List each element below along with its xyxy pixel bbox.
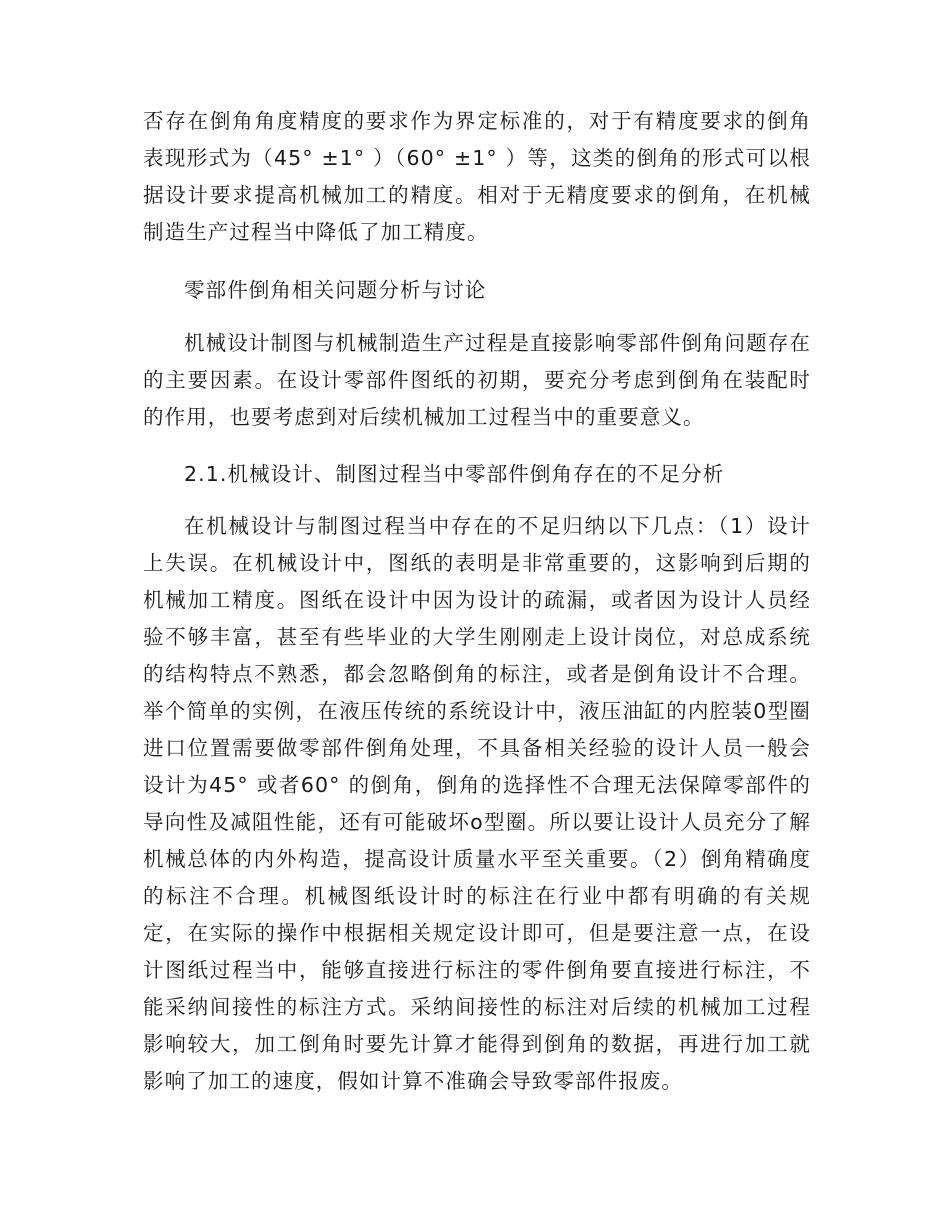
paragraph-design-deficiencies: 在机械设计与制图过程当中存在的不足归纳以下几点：（1）设计上失误。在机械设计中，图纸的表明是非常重要的，这影响到后期的机械加工精度。图纸在设计中因为设计的疏漏，或者因为设计人员经验不够丰富，甚至有些毕业的大学生刚刚走上设计岗位，对总成系统的结构特点不熟悉，都会忽略倒角的标注，或者是倒角设计不合理。举个简单的实例，在液压传统的系统设计中，液压油缸的内腔装0型圈进口位置需要做零部件倒角处理，不具备相关经验的设计人员一般会设计为45° 或者60° 的倒角，倒角的选择性不合理无法保障零部件的导向性及减阻性能，还有可能破坏o型圈。所以要让设计人员充分了解机械总体的内外构造，提高设计质量水平至关重要。（2）倒角精确度的标注不合理。机械图纸设计时的标注在行业中都有明确的有关规定，在实际的操作中根据相关规定设计即可，但是要注意一点，在设计图纸过程当中，能够直接进行标注的零件倒角要直接进行标注，不能采纳间接性的标注方式。采纳间接性的标注对后续的机械加工过程影响较大，加工倒角时要先计算才能得到倒角的数据，再进行加工就影响了加工的速度，假如计算不准确会导致零部件报废。 [143,514,811,1093]
section-heading: 零部件倒角相关问题分析与讨论 [184,278,487,302]
paragraph-chamfer-precision: 否存在倒角角度精度的要求作为界定标准的，对于有精度要求的倒角表现形式为（45° ±1° ）（60° ±1° ）等，这类的倒角的形式可以根据设计要求提高机械加工的精度。相对于无精度要求的倒角，在机械制造生产过程当中降低了加工精度。 [143,109,811,244]
paragraph-design-factors: 机械设计制图与机械制造生产过程是直接影响零部件倒角问题存在的主要因素。在设计零部件图纸的初期，要充分考虑到倒角在装配时的作用，也要考虑到对后续机械加工过程当中的重要意义。 [143,331,811,429]
subsection-heading: 2.1.机械设计、制图过程当中零部件倒角存在的不足分析 [184,462,725,486]
